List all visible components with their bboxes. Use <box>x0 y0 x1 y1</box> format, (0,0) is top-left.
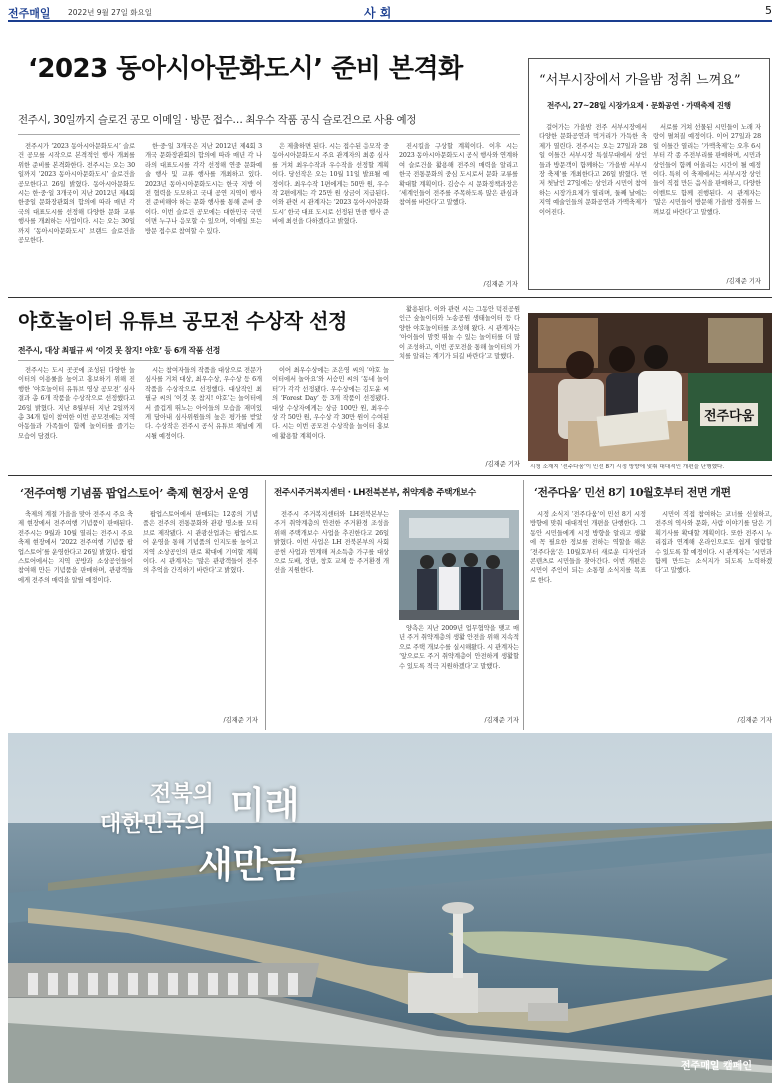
headline: ‘2023 동아시아문화도시’ 준비 본격화 <box>28 54 463 84</box>
headline: ‘전주여행 기념품 팝업스토어’ 축제 현장서 운영 <box>20 486 249 500</box>
page-number: 5 <box>765 4 772 17</box>
body-col-1: 전주시 주거복지센터와 LH전북본부는 주거 취약계층의 안전한 주거환경 조성을 위해 주택개보수 사업을 추진한다고 26일 밝혔다. 이번 사업은 LH 전북본부의 사회공헌 사업과 연계해 저소득층 가구를 대상으로 도배, 장판, 창호 교체 등 주거환경 개선을 지원한다. <box>274 511 389 575</box>
section-title: 사 회 <box>364 6 392 20</box>
ad-line-2: 대한민국의 <box>100 812 207 837</box>
header-rule <box>8 20 772 22</box>
subheadline: 전주시, 27~28일 시장가요제 · 문화공연 · 가맥축제 진행 <box>547 101 731 110</box>
sub-rule <box>18 134 520 135</box>
seawall-aerial-photo <box>8 733 772 1083</box>
article-seobu-market <box>528 58 770 290</box>
ad-big-1: 미래 <box>230 785 300 826</box>
headline: 전주시주거복지센터 · LH전북본부, 취약계층 주택개보수 <box>274 488 476 498</box>
section-rule-2 <box>8 475 772 476</box>
paper-name: 전주매일 <box>8 7 51 20</box>
body-col-1: 축제의 계절 가을을 맞아 전주시 주요 축제 현장에서 전주여행 기념품이 판매된다. 전주시는 9월과 10월 열리는 전주시 주요 축제 현장에서 ‘2022 전주여행 기념품 팝업스토어’를 운영한다고 26일 밝혔다. 팝업스토어에서는 지역 공방과 소상공인들이 참여해 만든 기념품을 판매하며, 관광객들에게 전주의 매력을 알릴 예정이다. <box>18 511 133 584</box>
headline: “서부시장에서 가을밤 정취 느껴요” <box>539 73 741 88</box>
saemangeum-campaign-ad <box>8 733 772 1083</box>
byline: /김재준 기자 <box>726 278 761 285</box>
body-col-2: 양측은 지난 2009년 업무협약을 맺고 매년 주거 취약계층의 생활 안전을 위해 지속적으로 주택 개보수를 실시해왔다. 시 관계자는 ‘앞으로도 주거 취약계층이 안전하게 생활할 수 있도록 적극 지원하겠다’고 말했다. <box>399 625 519 670</box>
body-col-3: 이어 최우수상에는 조은영 씨의 ‘야호 놀이터에서 놀아요’와 서승민 씨의 ‘동네 놀이터’가 각각 선정됐다. 우수상에는 김도윤 씨의 ‘Forest Day’ 등 3개 작품이 선정됐다. 대상 수상자에게는 상금 100만 원, 최우수상 각 50만 원, 우수상 각 30만 원이 수여된다. 시는 이번 공모전 수상작을 놀이터 홍보에 활용할 계획이다. <box>272 367 389 440</box>
issue-date: 2022년 9월 27일 화요일 <box>68 8 153 17</box>
subheadline: 전주시, 30일까지 슬로건 공모 이메일 · 방문 접수… 최우수 작품 공식 슬로건으로 사용 예정 <box>18 114 416 126</box>
byline: /김재준 기자 <box>484 717 519 724</box>
body-col-1: 시정 소식지 ‘전주다움’이 민선 8기 시정 방향에 맞춰 대대적인 개편을 단행한다. 그동안 시민들에게 시정 방향을 알리고 생활에 꼭 필요한 정보를 전하는 역할을 해온 ‘전주다움’은 10월호부터 새로운 디자인과 콘텐츠로 시민들을 찾아간다. 이번 개편은 시민이 주인이 되는 소통형 소식지를 목표로 한다. <box>530 511 646 584</box>
body-col-2: 서로를 거쳐 선물된 시민들이 노래 자랑이 펼쳐질 예정이다. 이어 27일과 28일 이틀간 열리는 ‘가맥축제’는 오후 6시부터 각 종 주전부리를 판매하며, 시민과 상인들이 함께 어울리는 시간이 될 예정이다. 특히 이 축제에서는 서부시장 상인들이 직접 만든 음식을 판매하고, 다양한 이벤트도 함께 진행된다. 시 관계자는 ‘많은 시민들이 방문해 가을밤 정취를 느껴보길 바란다’고 말했다. <box>653 124 761 216</box>
section-rule-1 <box>8 297 772 298</box>
subheadline: 전주시, 대상 최필규 씨 ‘이것 못 참지! 야호’ 등 6개 작품 선정 <box>18 346 221 355</box>
byline: /김재준 기자 <box>223 717 258 724</box>
news-photo <box>528 313 772 461</box>
body-col-2: 한·중·일 3개국은 지난 2012년 제4회 3개국 문화장관회의 합의에 따라 매년 각 나라의 대표도시를 각각 선정해 연중 문화예술 행사 및 교류 행사를 개최하고 있다. 2023년 동아시아문화도시는 한국 지방 이전 협력을 도모하고 국내 공연 지역이 행사 전 준비해야 하는 문화 행사를 통해 준비 중이다. 이번 슬로건 공모에는 대한민국 국민이면 누구나 응모할 수 있으며, 이메일 또는 방문 접수로 참여할 수 있다. <box>145 143 262 235</box>
byline: /김재준 기자 <box>737 717 772 724</box>
group-people-photo <box>399 510 519 620</box>
body-col-2: 팝업스토어에서 판매되는 12종의 기념품은 전주의 전통문화와 관광 명소를 모티브로 제작됐다. 시 관광산업과는 팝업스토어 운영을 통해 기념품의 인지도를 높이고 지역 소상공인의 판로 확대에 기여할 계획이다. 시 관계자는 ‘많은 관광객들이 전주의 추억을 간직하기 바란다’고 밝혔다. <box>143 511 258 575</box>
body-col-2: 시는 참여자들의 작품을 대상으로 전문가 심사를 거쳐 대상, 최우수상, 우수상 등 6개 작품을 수상작으로 선정했다. 대상작인 최필규 씨의 ‘이것 못 참지! 야호’는 놀이터에서 즐겁게 뛰노는 아이들의 모습을 재미있게 담아내 심사위원들의 높은 평가를 받았다. 수상작은 전주시 공식 유튜브 채널에 게시될 예정이다. <box>145 367 262 440</box>
body-col-4: 진시킬을 구상할 계획이다. 이후 시는 2023 동아시아문화도시 공식 행사와 연계하여 슬로건을 활용해 전주의 매력을 알리고 한국 전통문화의 중심 도시로서 문화 교류를 확대할 계획이다. 김승수 시 문화정책과장은 ‘세계인들이 전주를 주목하도록 많은 관심과 참여를 바란다’고 말했다. <box>399 143 518 207</box>
byline: /김재준 기자 <box>483 281 518 288</box>
masthead <box>8 3 772 19</box>
body-col-1: 걸어가는 가을밤 전주 서부시장에서 다양한 문화공연과 먹거리가 가득한 축제가 열린다. 전주시는 오는 27일과 28일 이틀간 서부시장 특설무대에서 상인들과 방문객이 함께하는 ‘가을밤 서부시장 축제’를 개최한다고 26일 밝혔다. 먼저 첫날인 27일에는 상인과 시민이 참여하는 시장가요제가 열리며, 둘째 날에는 지역 예술인들의 문화공연과 가맥축제가 이어진다. <box>539 124 647 216</box>
headline: 야호놀이터 유튜브 공모전 수상작 선정 <box>18 309 347 333</box>
sub-rule <box>18 360 394 361</box>
ad-line-1: 전북의 <box>150 782 214 807</box>
column-divider-2 <box>523 480 524 730</box>
body-col-2: 시민이 직접 참여하는 코너를 신설하고, 전주의 역사와 문화, 사람 이야기를 담은 기획기사를 확대할 계획이다. 또한 전주시 누리집과 연계해 온라인으로도 쉽게 열람할 수 있도록 할 예정이다. 시 관계자는 ‘시민과 함께 만드는 소식지가 되도록 노력하겠다’고 말했다. <box>655 511 772 575</box>
body-col-4: 활용된다. 이와 관련 시는 그동안 덕진공원 인근 숲놀이터와 노송공원 생태놀이터 등 다양한 야호놀이터를 조성해 왔다. 시 관계자는 ‘아이들이 맘껏 뛰놀 수 있는 놀이터를 더 많이 조성하고, 이번 공모전을 통해 놀이터의 가치를 알리는 계기가 되길 바란다’고 말했다. <box>399 306 520 361</box>
body-col-1: 전주시는 도시 곳곳에 조성된 다양한 놀이터의 이용률을 높이고 홍보하기 위해 진행한 ‘야호놀이터 유튜브 영상 공모전’ 심사결과 총 6개 작품을 수상작으로 선정했다고 26일 밝혔다. 지난 8월부터 지난 2일까지 총 34개 팀이 참여한 이번 공모전에는 지역 아동들과 가족들이 함께 놀이터를 즐기는 모습이 담겼다. <box>18 367 135 440</box>
body-col-1: 전주시가 ‘2023 동아시아문화도시’ 슬로건 공모를 시작으로 본격적인 행사 개최를 위한 준비를 본격화한다. 전주시는 오는 30일까지 ‘2023 동아시아문화도시’ 슬로건을 공모한다고 26일 밝혔다. 동아시아문화도시는 한·중·일 3개국이 지난 2012년 제4회 한중일 문화장관회의 합의에 따라 매년 각국의 대표도시를 선정해 다양한 문화 교류 행사를 개최하는 사업이다. 시는 오는 30일까지 ‘동아시아문화도시’ 브랜드 슬로건을 공모한다. <box>18 143 135 245</box>
ad-big-2: 새만금 <box>198 845 303 886</box>
sign-text: 전주다움 <box>700 403 758 426</box>
headline: ‘전주다움’ 민선 8기 10월호부터 전면 개편 <box>534 486 731 499</box>
photo-caption: 시청 소재지 ‘전주다움’이 민선 8기 시정 방향에 맞춰 대대적인 개편을 단행했다. <box>530 464 725 470</box>
column-divider-1 <box>265 480 266 730</box>
ad-credit: 전주매일 캠페인 <box>680 1061 752 1072</box>
reading-people-photo <box>528 313 772 461</box>
byline: /김재준 기자 <box>485 461 520 468</box>
body-col-3: 은 제출하면 된다. 시는 접수된 응모작 중 동아시아문화도시 주요 관계자의 최종 심사를 거쳐 최우수작과 우수작을 선정할 계획이다. 당선작은 오는 10월 11일 발표될 예정이다. 최우수작 1편에게는 50만 원, 우수작 2편에게는 각 25만 원 상금이 지급된다. 이와 관련 시 관계자는 ‘2023 동아시아문화도시’ 한국 대표 도시로 선정된 만큼 행사 준비에 최선을 다하겠다고 밝혔다. <box>272 143 389 226</box>
group-photo <box>399 510 519 620</box>
